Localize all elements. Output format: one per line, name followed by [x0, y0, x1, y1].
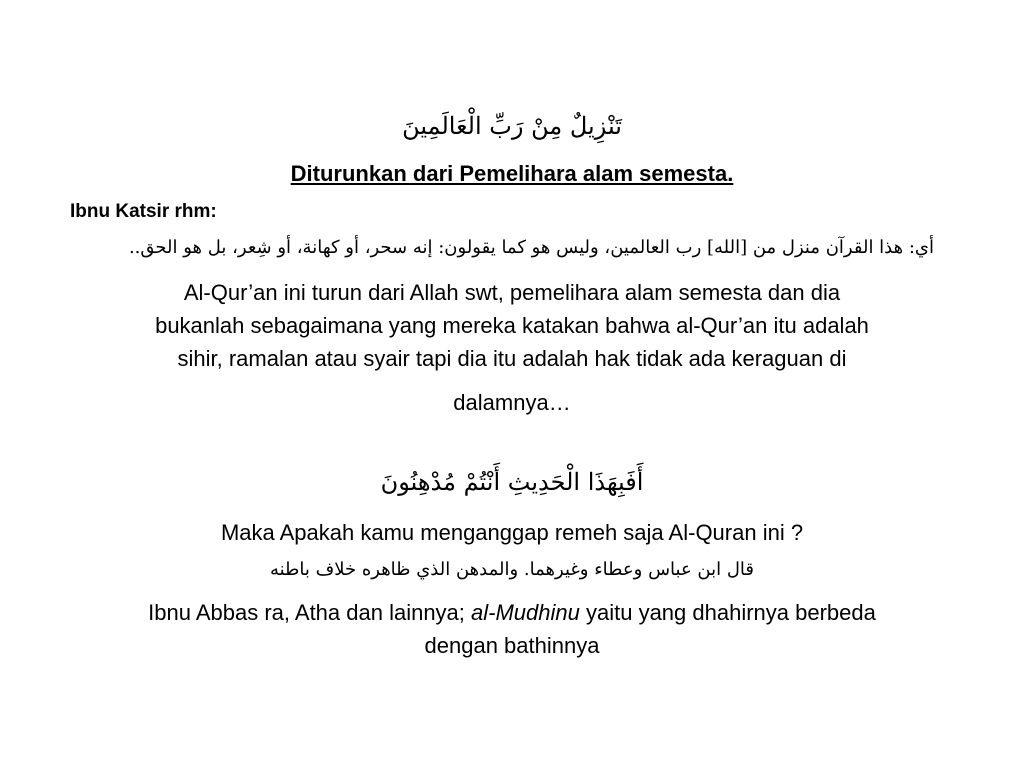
verse-2-arabic: أَفَبِهَذَا الْحَدِيثِ أَنْتُمْ مُدْهِنُونَ — [380, 468, 644, 496]
tafsir-2-arabic: قال ابن عباس وعطاء وغيرهما. والمدهن الذي ظاهره خلاف باطنه — [269, 559, 755, 580]
verse-2-translation: Maka Apakah kamu menganggap remeh saja Al-Quran ini ? — [220, 520, 804, 545]
tafsir-2-suffix: yaitu yang dhahirnya berbeda — [579, 600, 876, 625]
tafsir-1-translation — [80, 276, 944, 375]
tafsir-1-arabic: أي: هذا القرآن منزل من [الله] رب العالمين، وليس هو كما يقولون: إنه سحر، أو كهانة، أو شِعر، بل هو الحق.. — [128, 237, 934, 258]
source-label: Ibnu Katsir rhm: — [70, 201, 217, 222]
tafsir-1-translation-line: Al-Qur’an ini turun dari Allah swt, pemelihara alam semesta dan dia — [183, 280, 841, 305]
tafsir-1-translation-line: bukanlah sebagaimana yang mereka katakan bahwa al-Qur’an itu adalah — [155, 313, 869, 338]
tafsir-2-term: al-Mudhinu — [471, 600, 580, 625]
tafsir-1-translation-last-line: dalamnya… — [453, 390, 571, 415]
verse-1-arabic: تَنْزِيلٌ مِنْ رَبِّ الْعَالَمِينَ — [402, 112, 622, 140]
tafsir-2-translation-line — [60, 596, 964, 629]
tafsir-2-prefix: Ibnu Abbas ra, Atha dan lainnya; — [148, 600, 472, 625]
tafsir-2-translation-line: dengan bathinnya — [424, 633, 600, 658]
tafsir-1-translation-line: sihir, ramalan atau syair tapi dia itu adalah hak tidak ada keraguan di — [177, 346, 847, 371]
verse-1-translation: Diturunkan dari Pemelihara alam semesta. — [290, 161, 734, 186]
tafsir-2-translation — [60, 596, 964, 662]
